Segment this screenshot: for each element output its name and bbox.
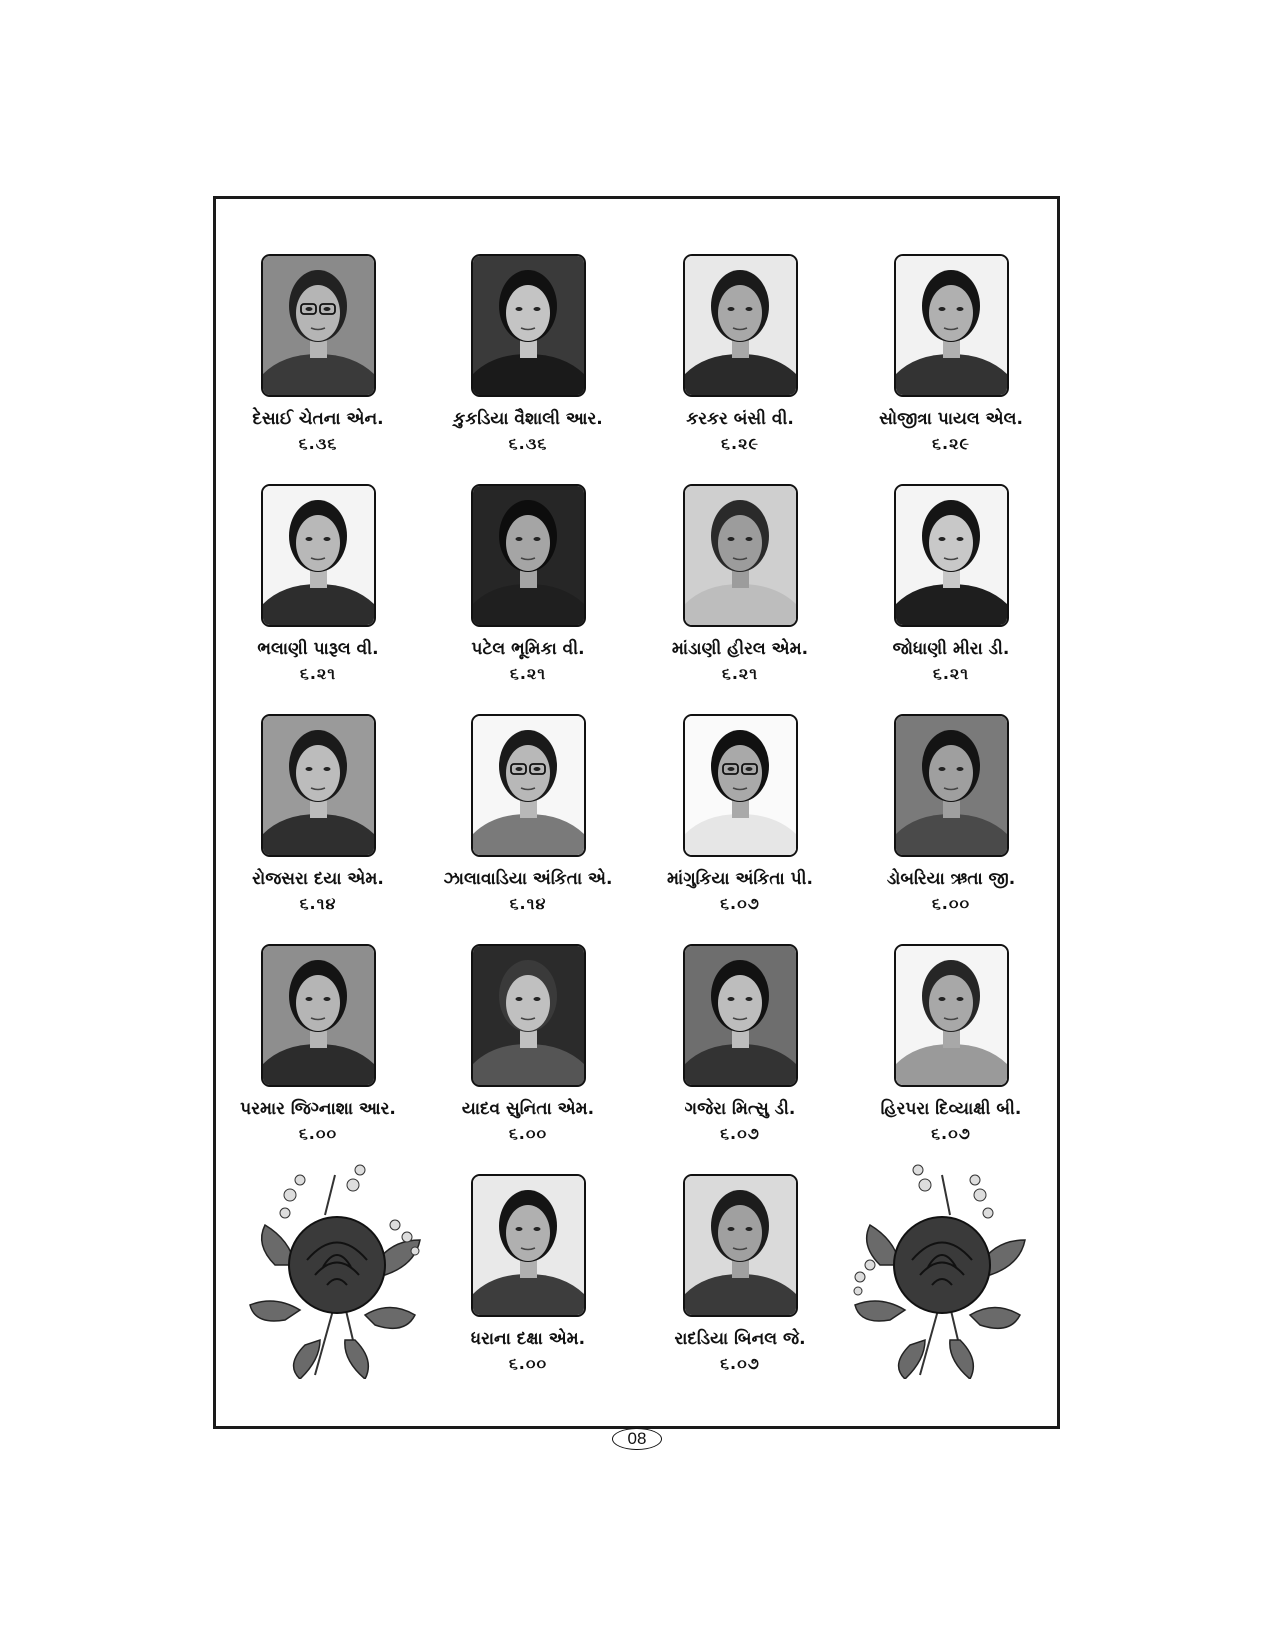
left-eye [727,1227,734,1231]
student-card [203,254,433,454]
student-photo [471,254,586,397]
student-name: જોધાણી મીરા ડી. [892,639,1010,659]
right-eye [323,767,330,771]
portrait-silhouette [685,716,796,855]
student-photo [261,944,376,1087]
face [718,1205,762,1261]
rose-decoration-left [245,1155,425,1379]
student-photo [894,254,1009,397]
student-score: ૬.૦૦ [508,1124,548,1143]
right-eye [533,767,540,771]
portrait-silhouette [473,256,584,395]
portrait-silhouette [685,946,796,1085]
left-eye [515,307,522,311]
student-photo [261,484,376,627]
right-eye [956,537,963,541]
right-eye [533,997,540,1001]
student-score: ૬.૩૬ [298,434,338,453]
face [506,285,550,341]
page-number: 08 [612,1428,662,1450]
right-eye [323,307,330,311]
student-card [413,484,643,684]
student-score: ૬.૨૧ [509,664,547,683]
student-score: ૬.૩૬ [508,434,548,453]
right-eye [745,537,752,541]
student-card [203,944,433,1144]
portrait-silhouette [896,946,1007,1085]
face [296,745,340,801]
student-score: ૬.૦૭ [720,1354,760,1373]
student-photo [683,484,798,627]
left-eye [305,997,312,1001]
student-score: ૬.૦૭ [720,1124,760,1143]
student-photo [894,944,1009,1087]
right-eye [956,307,963,311]
right-eye [323,997,330,1001]
face [506,515,550,571]
student-name: ઝાલાવાડિયા અંકિતા એ. [443,869,613,889]
left-eye [938,307,945,311]
student-score: ૬.૨૧ [721,664,759,683]
student-score: ૬.૦૦ [931,894,971,913]
student-photo [894,484,1009,627]
student-name: હિરપરા દિવ્યાક્ષી બી. [880,1099,1022,1119]
face [296,515,340,571]
student-photo [894,714,1009,857]
student-card [625,254,855,454]
student-card [836,254,1066,454]
portrait-silhouette [263,486,374,625]
right-eye [533,1227,540,1231]
student-card [625,714,855,914]
left-eye [938,767,945,771]
student-card [413,254,643,454]
left-eye [305,537,312,541]
portrait-silhouette [263,256,374,395]
portrait-silhouette [896,256,1007,395]
student-card [836,714,1066,914]
left-eye [305,767,312,771]
student-name: યાદવ સુનિતા એમ. [461,1099,595,1119]
student-name: રોજસરા દયા એમ. [252,869,384,889]
portrait-silhouette [473,946,584,1085]
student-score: ૬.૦૦ [298,1124,338,1143]
portrait-silhouette [263,946,374,1085]
student-score: ૬.૨૯ [932,434,970,453]
student-name: દેસાઈ ચેતના એન. [252,409,384,429]
student-name: પટેલ ભૂમિકા વી. [471,639,585,659]
student-photo [471,944,586,1087]
student-card [413,944,643,1144]
student-photo [261,714,376,857]
rose-decoration-right [850,1155,1030,1379]
portrait-silhouette [685,256,796,395]
face [929,745,973,801]
student-photo [471,714,586,857]
student-card [625,1174,855,1374]
face [929,285,973,341]
student-score: ૬.૨૧ [932,664,970,683]
right-eye [533,537,540,541]
student-photo [683,944,798,1087]
right-eye [745,767,752,771]
student-name: ગજેરા મિત્સુ ડી. [684,1099,796,1119]
student-photo [683,254,798,397]
student-card [413,1174,643,1374]
student-card [413,714,643,914]
left-eye [727,767,734,771]
student-score: ૬.૦૭ [720,894,760,913]
face [929,975,973,1031]
student-card [625,484,855,684]
student-name: ધરાના દક્ષા એમ. [470,1329,586,1349]
student-score: ૬.૧૪ [509,894,547,913]
student-name: પરમાર જિગ્નાશા આર. [240,1099,396,1119]
right-eye [745,1227,752,1231]
student-photo [471,484,586,627]
student-card [203,714,433,914]
right-eye [745,997,752,1001]
student-photo [471,1174,586,1317]
student-score: ૬.૦૦ [508,1354,548,1373]
student-name: કરકર બંસી વી. [686,409,794,429]
student-card [625,944,855,1144]
student-name: ડોબરિયા ઋતા જી. [886,869,1016,889]
face [506,975,550,1031]
student-photo [261,254,376,397]
student-card [836,484,1066,684]
face [296,975,340,1031]
student-score: ૬.૨૯ [721,434,759,453]
portrait-silhouette [896,486,1007,625]
student-score: ૬.૨૧ [299,664,337,683]
right-eye [956,997,963,1001]
portrait-silhouette [473,486,584,625]
right-eye [956,767,963,771]
left-eye [727,997,734,1001]
portrait-silhouette [685,486,796,625]
portrait-silhouette [473,716,584,855]
right-eye [323,537,330,541]
student-name: ભલાણી પારૂલ વી. [257,639,379,659]
face [929,515,973,571]
student-score: ૬.૦૭ [931,1124,971,1143]
right-eye [745,307,752,311]
student-card [203,484,433,684]
student-name: રાદડિયા બિનલ જે. [674,1329,806,1349]
student-name: માંડાણી હીરલ એમ. [671,639,809,659]
face [718,285,762,341]
student-name: કુકડિયા વૈશાલી આર. [453,409,603,429]
left-eye [727,537,734,541]
left-eye [515,537,522,541]
left-eye [938,537,945,541]
left-eye [515,997,522,1001]
left-eye [727,307,734,311]
student-photo [683,1174,798,1317]
student-name: માંગુકિયા અંકિતા પી. [667,869,813,889]
left-eye [938,997,945,1001]
right-eye [533,307,540,311]
left-eye [515,767,522,771]
student-photo [683,714,798,857]
left-eye [515,1227,522,1231]
portrait-silhouette [685,1176,796,1315]
portrait-silhouette [263,716,374,855]
left-eye [305,307,312,311]
student-name: સોજીત્રા પાયલ એલ. [879,409,1023,429]
portrait-silhouette [896,716,1007,855]
face [718,975,762,1031]
student-card [836,944,1066,1144]
student-score: ૬.૧૪ [299,894,337,913]
face [506,1205,550,1261]
portrait-silhouette [473,1176,584,1315]
face [718,515,762,571]
